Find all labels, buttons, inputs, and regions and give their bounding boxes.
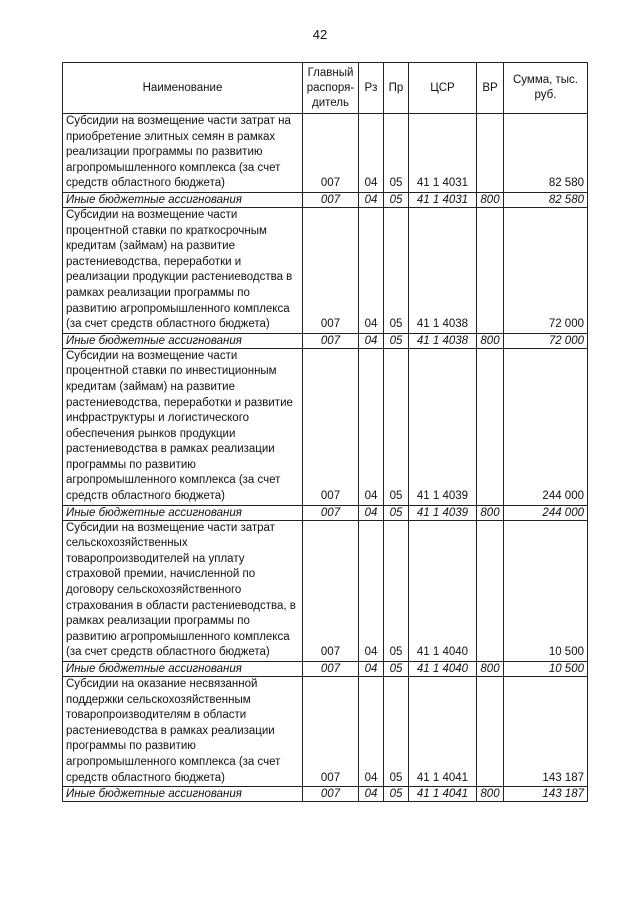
- table-subrow: [63, 333, 588, 348]
- row-grbs: 007: [303, 677, 359, 787]
- row-name: Субсидии на возмещение части затрат на приобретение элитных семян в рамках реализации программы по развитию агропромышленного комплекса (за счет средств областного бюджета): [63, 114, 303, 193]
- row-grbs: 007: [303, 348, 359, 505]
- header-pr: Пр: [384, 63, 409, 114]
- subrow-sum: 143 187: [504, 787, 588, 802]
- table-row: [63, 114, 588, 193]
- row-rz: 04: [359, 207, 384, 333]
- subrow-name: Иные бюджетные ассигнования: [63, 662, 303, 677]
- row-vr: [477, 207, 504, 333]
- subrow-vr: 800: [477, 333, 504, 348]
- row-csr: 41 1 4031: [409, 114, 477, 193]
- row-vr: [477, 520, 504, 661]
- subrow-grbs: 007: [303, 662, 359, 677]
- table-row: [63, 677, 588, 787]
- table-subrow: [63, 787, 588, 802]
- subrow-rz: 04: [359, 505, 384, 520]
- page-number: 42: [312, 27, 328, 42]
- table-subrow: [63, 192, 588, 207]
- subrow-name: Иные бюджетные ассигнования: [63, 333, 303, 348]
- subrow-csr: 41 1 4031: [409, 192, 477, 207]
- table-row: [63, 520, 588, 661]
- subrow-sum: 72 000: [504, 333, 588, 348]
- row-sum: 10 500: [504, 520, 588, 661]
- row-sum: 82 580: [504, 114, 588, 193]
- table-row: [63, 348, 588, 505]
- row-sum: 143 187: [504, 677, 588, 787]
- subrow-csr: 41 1 4040: [409, 662, 477, 677]
- table-subrow: [63, 662, 588, 677]
- subrow-rz: 04: [359, 787, 384, 802]
- subrow-grbs: 007: [303, 192, 359, 207]
- row-pr: 05: [384, 114, 409, 193]
- row-csr: 41 1 4040: [409, 520, 477, 661]
- subrow-vr: 800: [477, 787, 504, 802]
- row-pr: 05: [384, 207, 409, 333]
- subrow-grbs: 007: [303, 787, 359, 802]
- row-pr: 05: [384, 520, 409, 661]
- table-row: [63, 207, 588, 333]
- subrow-sum: 10 500: [504, 662, 588, 677]
- subrow-name: Иные бюджетные ассигнования: [63, 505, 303, 520]
- row-sum: 72 000: [504, 207, 588, 333]
- subrow-sum: 82 580: [504, 192, 588, 207]
- row-sum: 244 000: [504, 348, 588, 505]
- budget-table: [62, 62, 588, 802]
- row-rz: 04: [359, 677, 384, 787]
- subrow-grbs: 007: [303, 505, 359, 520]
- row-name: Субсидии на оказание несвязанной поддержки сельскохозяйственным товаропроизводителям в области растениеводства в рамках реализации программы по развитию агропромышленного комплекса (за счет средств областного бюджета): [63, 677, 303, 787]
- row-rz: 04: [359, 520, 384, 661]
- subrow-vr: 800: [477, 505, 504, 520]
- header-grbs: Главный распоря- дитель: [303, 63, 359, 114]
- subrow-vr: 800: [477, 192, 504, 207]
- row-pr: 05: [384, 348, 409, 505]
- row-grbs: 007: [303, 207, 359, 333]
- row-vr: [477, 114, 504, 193]
- row-vr: [477, 348, 504, 505]
- header-sum: Сумма, тыс. руб.: [504, 63, 588, 114]
- header-csr: ЦСР: [409, 63, 477, 114]
- subrow-vr: 800: [477, 662, 504, 677]
- header-row: [63, 63, 588, 114]
- row-rz: 04: [359, 114, 384, 193]
- subrow-sum: 244 000: [504, 505, 588, 520]
- subrow-rz: 04: [359, 192, 384, 207]
- table-subrow: [63, 505, 588, 520]
- row-rz: 04: [359, 348, 384, 505]
- row-grbs: 007: [303, 520, 359, 661]
- subrow-pr: 05: [384, 333, 409, 348]
- subrow-rz: 04: [359, 662, 384, 677]
- subrow-name: Иные бюджетные ассигнования: [63, 192, 303, 207]
- row-vr: [477, 677, 504, 787]
- row-csr: 41 1 4039: [409, 348, 477, 505]
- subrow-name: Иные бюджетные ассигнования: [63, 787, 303, 802]
- subrow-csr: 41 1 4039: [409, 505, 477, 520]
- row-name: Субсидии на возмещение части затрат сельскохозяйственных товаропроизводителей на уплату страховой премии, начисленной по договору сельскохозяйственного страхования в области растениеводства, в рамках реализации программы по развитию агропромышленного комплекса (за счет средств областного бюджета): [63, 520, 303, 661]
- subrow-pr: 05: [384, 192, 409, 207]
- row-csr: 41 1 4041: [409, 677, 477, 787]
- subrow-grbs: 007: [303, 333, 359, 348]
- subrow-csr: 41 1 4038: [409, 333, 477, 348]
- header-name: Наименование: [63, 63, 303, 114]
- row-csr: 41 1 4038: [409, 207, 477, 333]
- header-vr: ВР: [477, 63, 504, 114]
- header-rz: Рз: [359, 63, 384, 114]
- row-name: Субсидии на возмещение части процентной ставки по краткосрочным кредитам (займам) на развитие растениеводства, переработки и реализации продукции растениеводства в рамках реализации программы по развитию агропромышленного комплекса (за счет средств областного бюджета): [63, 207, 303, 333]
- row-grbs: 007: [303, 114, 359, 193]
- subrow-pr: 05: [384, 505, 409, 520]
- subrow-pr: 05: [384, 662, 409, 677]
- row-name: Субсидии на возмещение части процентной ставки по инвестиционным кредитам (займам) на развитие растениеводства, переработки и развитие инфраструктуры и логистического обеспечения рынков продукции растениеводства в рамках реализации программы по развитию агропромышленного комплекса (за счет средств областного бюджета): [63, 348, 303, 505]
- subrow-csr: 41 1 4041: [409, 787, 477, 802]
- row-pr: 05: [384, 677, 409, 787]
- subrow-rz: 04: [359, 333, 384, 348]
- subrow-pr: 05: [384, 787, 409, 802]
